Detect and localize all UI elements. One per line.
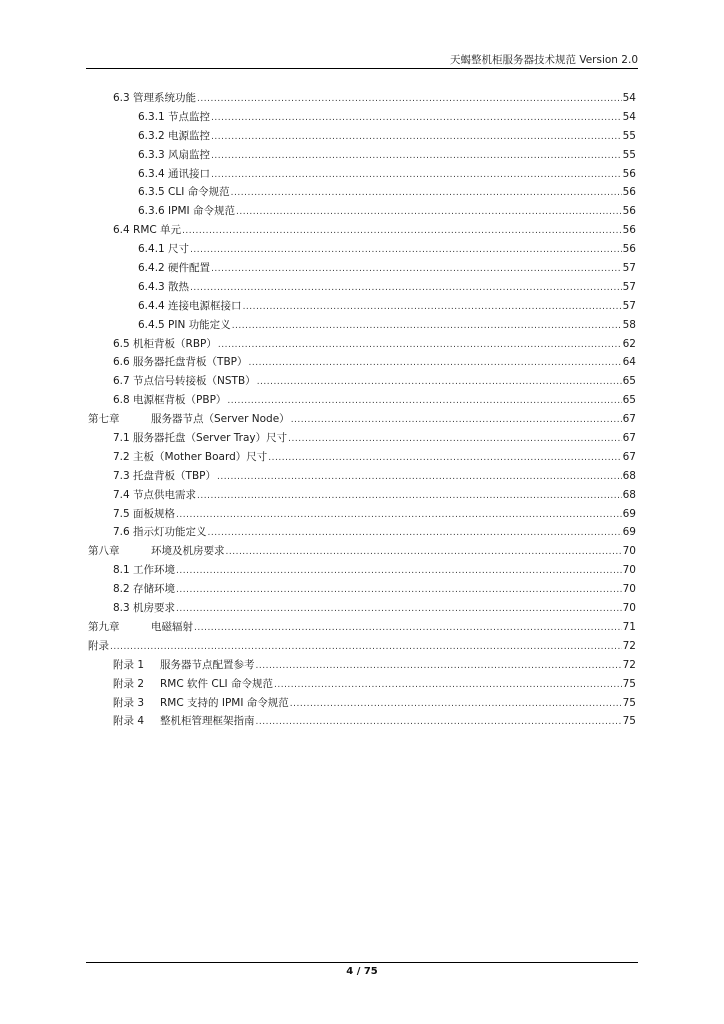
toc-entry-title xyxy=(113,467,216,486)
toc-entry-page: 65 xyxy=(622,375,636,388)
toc-entry-page: 57 xyxy=(622,299,636,312)
toc-entry[interactable] xyxy=(88,410,636,429)
toc-entry-label: 6.3.4 通讯接口 xyxy=(138,167,211,180)
toc-dot-leader xyxy=(268,449,621,468)
toc-dot-leader xyxy=(227,392,621,411)
toc-dot-leader xyxy=(291,411,622,430)
toc-entry-page: 56 xyxy=(622,243,636,256)
toc-dot-leader xyxy=(232,317,622,336)
toc-entry[interactable] xyxy=(88,486,636,505)
toc-entry-label: 服务器节点配置参考 xyxy=(160,658,255,671)
toc-entry-label: 6.7 节点信号转接板（NSTB） xyxy=(113,375,256,388)
toc-entry-title xyxy=(113,429,287,448)
toc-entry[interactable] xyxy=(88,637,636,656)
toc-entry[interactable] xyxy=(88,656,636,675)
toc-entry-title xyxy=(88,410,290,429)
toc-entry-page: 75 xyxy=(622,696,636,709)
toc-entry-title xyxy=(138,165,210,184)
toc-entry[interactable] xyxy=(88,372,636,391)
toc-dot-leader xyxy=(194,619,622,638)
toc-dot-leader xyxy=(176,506,622,525)
toc-entry-title xyxy=(113,505,175,524)
toc-entry[interactable] xyxy=(88,335,636,354)
toc-entry-label: 7.4 节点供电需求 xyxy=(113,488,197,501)
toc-entry[interactable] xyxy=(88,599,636,618)
toc-dot-leader xyxy=(211,260,622,279)
toc-dot-leader xyxy=(190,279,622,298)
toc-entry-title xyxy=(138,240,189,259)
toc-entry-label: 服务器节点（Server Node） xyxy=(151,413,290,426)
toc-entry[interactable] xyxy=(88,448,636,467)
toc-entry-page: 54 xyxy=(622,110,636,123)
toc-dot-leader xyxy=(176,581,622,600)
toc-entry-title xyxy=(113,656,255,675)
toc-entry-page: 58 xyxy=(622,318,636,331)
toc-entry-label: 整机柜管理框架指南 xyxy=(160,715,255,728)
toc-dot-leader xyxy=(110,638,622,657)
toc-entry-page: 70 xyxy=(622,583,636,596)
toc-entry-title xyxy=(113,694,289,713)
toc-entry-page: 68 xyxy=(622,488,636,501)
toc-entry-page: 57 xyxy=(622,262,636,275)
toc-entry[interactable] xyxy=(88,146,636,165)
footer-divider xyxy=(86,962,638,963)
toc-entry-label: 7.2 主板（Mother Board）尺寸 xyxy=(113,450,268,463)
toc-entry-page: 64 xyxy=(622,356,636,369)
toc-entry-label: 环境及机房要求 xyxy=(151,545,225,558)
toc-entry-label: RMC 软件 CLI 命令规范 xyxy=(160,677,273,690)
toc-entry-number: 附录 3 xyxy=(113,696,145,709)
toc-dot-leader xyxy=(190,241,622,260)
toc-entry-page: 75 xyxy=(622,715,636,728)
toc-entry[interactable] xyxy=(88,165,636,184)
toc-entry-title xyxy=(113,335,217,354)
toc-dot-leader xyxy=(290,695,622,714)
toc-entry-page: 69 xyxy=(622,526,636,539)
toc-entry[interactable] xyxy=(88,297,636,316)
toc-entry-label: 6.4.2 硬件配置 xyxy=(138,262,211,275)
toc-entry-page: 57 xyxy=(622,280,636,293)
toc-entry-title xyxy=(113,523,207,542)
toc-entry[interactable] xyxy=(88,240,636,259)
toc-entry[interactable] xyxy=(88,618,636,637)
toc-entry-title xyxy=(138,259,210,278)
toc-entry-label: 7.6 指示灯功能定义 xyxy=(113,526,207,539)
toc-entry-title xyxy=(113,712,255,731)
toc-entry[interactable] xyxy=(88,580,636,599)
toc-entry-page: 72 xyxy=(622,639,636,652)
toc-dot-leader xyxy=(176,562,622,581)
toc-entry[interactable] xyxy=(88,712,636,731)
toc-entry-label: RMC 支持的 IPMI 命令规范 xyxy=(160,696,289,709)
toc-entry[interactable] xyxy=(88,353,636,372)
toc-entry-label: 6.6 服务器托盘背板（TBP） xyxy=(113,356,248,369)
toc-dot-leader xyxy=(211,109,622,128)
page-number: 4 / 75 xyxy=(346,966,378,977)
toc-entry-title xyxy=(88,618,193,637)
toc-entry-label: 6.5 机柜背板（RBP） xyxy=(113,337,217,350)
toc-entry-label: 8.3 机房要求 xyxy=(113,602,176,615)
toc-entry-title xyxy=(113,675,273,694)
toc-entry-number: 附录 4 xyxy=(113,715,145,728)
toc-entry[interactable] xyxy=(88,505,636,524)
toc-entry-title xyxy=(113,599,175,618)
toc-entry-title xyxy=(138,202,235,221)
toc-entry-title xyxy=(113,353,248,372)
toc-entry[interactable] xyxy=(88,467,636,486)
toc-entry[interactable] xyxy=(88,89,636,108)
toc-entry[interactable] xyxy=(88,429,636,448)
toc-entry-page: 72 xyxy=(622,658,636,671)
toc-entry-page: 55 xyxy=(622,129,636,142)
toc-entry-page: 56 xyxy=(622,205,636,218)
toc-entry[interactable] xyxy=(88,278,636,297)
toc-entry-title xyxy=(138,127,210,146)
toc-dot-leader xyxy=(274,676,622,695)
toc-entry-title xyxy=(113,89,196,108)
toc-entry[interactable] xyxy=(88,316,636,335)
toc-entry-label: 电磁辐射 xyxy=(151,620,193,633)
toc-dot-leader xyxy=(249,354,622,373)
toc-dot-leader xyxy=(211,128,622,147)
toc-dot-leader xyxy=(208,524,622,543)
toc-dot-leader xyxy=(197,487,622,506)
toc-entry-page: 56 xyxy=(622,224,636,237)
toc-dot-leader xyxy=(176,600,622,619)
toc-entry[interactable] xyxy=(88,108,636,127)
toc-entry-page: 54 xyxy=(622,92,636,104)
toc-entry-label: 6.4.3 散热 xyxy=(138,280,190,293)
toc-entry-title xyxy=(88,637,109,656)
toc-entry-title xyxy=(113,391,226,410)
toc-entry-number: 第九章 xyxy=(88,620,120,633)
toc-entry-title xyxy=(138,183,230,202)
toc-entry-page: 55 xyxy=(622,148,636,161)
table-of-contents xyxy=(88,89,636,731)
toc-entry-page: 67 xyxy=(622,432,636,445)
toc-entry-label: 6.4.4 连接电源框接口 xyxy=(138,299,242,312)
toc-entry-page: 56 xyxy=(622,186,636,199)
toc-entry-title xyxy=(113,486,196,505)
toc-dot-leader xyxy=(256,713,622,732)
toc-dot-leader xyxy=(236,203,622,222)
toc-entry-label: 8.1 工作环境 xyxy=(113,564,176,577)
toc-entry-title xyxy=(113,372,256,391)
toc-entry-title xyxy=(138,146,210,165)
toc-entry-number: 第七章 xyxy=(88,413,120,426)
toc-dot-leader xyxy=(211,166,622,185)
toc-dot-leader xyxy=(218,336,622,355)
toc-entry[interactable] xyxy=(88,542,636,561)
toc-entry[interactable] xyxy=(88,183,636,202)
toc-dot-leader xyxy=(231,184,622,203)
toc-dot-leader xyxy=(226,543,622,562)
toc-entry-label: 6.4.1 尺寸 xyxy=(138,243,190,256)
toc-dot-leader xyxy=(211,147,622,166)
toc-entry-label: 6.3.6 IPMI 命令规范 xyxy=(138,205,235,218)
toc-entry-label: 6.4.5 PIN 功能定义 xyxy=(138,318,231,331)
toc-dot-leader xyxy=(243,298,622,317)
toc-entry-label: 6.4 RMC 单元 xyxy=(113,224,182,237)
toc-entry-page: 67 xyxy=(622,450,636,463)
toc-entry-title xyxy=(88,542,225,561)
toc-entry-title xyxy=(113,221,181,240)
toc-entry-label: 6.3 管理系统功能 xyxy=(113,92,197,104)
toc-entry-label: 7.3 托盘背板（TBP） xyxy=(113,469,216,482)
toc-entry-page: 68 xyxy=(622,469,636,482)
toc-entry-page: 70 xyxy=(622,602,636,615)
toc-entry[interactable] xyxy=(88,259,636,278)
toc-entry-label: 6.8 电源框背板（PBP） xyxy=(113,394,227,407)
toc-entry-label: 附录 xyxy=(88,639,109,652)
toc-entry-page: 71 xyxy=(622,620,636,633)
toc-entry-title xyxy=(138,316,231,335)
toc-entry[interactable] xyxy=(88,675,636,694)
toc-entry-number: 第八章 xyxy=(88,545,120,558)
toc-entry-number: 附录 1 xyxy=(113,658,145,671)
toc-entry-page: 75 xyxy=(622,677,636,690)
toc-dot-leader xyxy=(217,468,622,487)
toc-entry-page: 69 xyxy=(622,507,636,520)
toc-dot-leader xyxy=(256,657,622,676)
toc-entry-label: 7.5 面板规格 xyxy=(113,507,176,520)
toc-entry-page: 56 xyxy=(622,167,636,180)
toc-entry-page: 67 xyxy=(622,413,636,426)
toc-entry[interactable] xyxy=(88,694,636,713)
toc-entry-page: 70 xyxy=(622,545,636,558)
toc-entry[interactable] xyxy=(88,202,636,221)
toc-entry[interactable] xyxy=(88,561,636,580)
toc-entry-title xyxy=(113,580,175,599)
toc-entry-page: 65 xyxy=(622,394,636,407)
toc-entry[interactable] xyxy=(88,391,636,410)
toc-entry-title xyxy=(138,297,242,316)
toc-entry-page: 62 xyxy=(622,337,636,350)
toc-dot-leader xyxy=(182,222,622,241)
toc-entry-label: 6.3.5 CLI 命令规范 xyxy=(138,186,230,199)
toc-entry-label: 6.3.3 风扇监控 xyxy=(138,148,211,161)
toc-dot-leader xyxy=(197,90,622,109)
toc-entry-title xyxy=(113,448,267,467)
document-header-title: 天蝎整机柜服务器技术规范 Version 2.0 xyxy=(450,54,638,66)
toc-entry-label: 6.3.1 节点监控 xyxy=(138,110,211,123)
toc-entry-label: 8.2 存储环境 xyxy=(113,583,176,596)
toc-entry[interactable] xyxy=(88,221,636,240)
toc-entry[interactable] xyxy=(88,523,636,542)
toc-entry-page: 70 xyxy=(622,564,636,577)
toc-entry-label: 7.1 服务器托盘（Server Tray）尺寸 xyxy=(113,432,288,445)
toc-entry-label: 6.3.2 电源监控 xyxy=(138,129,211,142)
toc-entry[interactable] xyxy=(88,127,636,146)
toc-dot-leader xyxy=(288,430,621,449)
toc-entry-number: 附录 2 xyxy=(113,677,145,690)
toc-dot-leader xyxy=(257,373,622,392)
toc-entry-title xyxy=(138,278,189,297)
toc-entry-title xyxy=(138,108,210,127)
header-divider xyxy=(86,68,638,69)
toc-entry-title xyxy=(113,561,175,580)
